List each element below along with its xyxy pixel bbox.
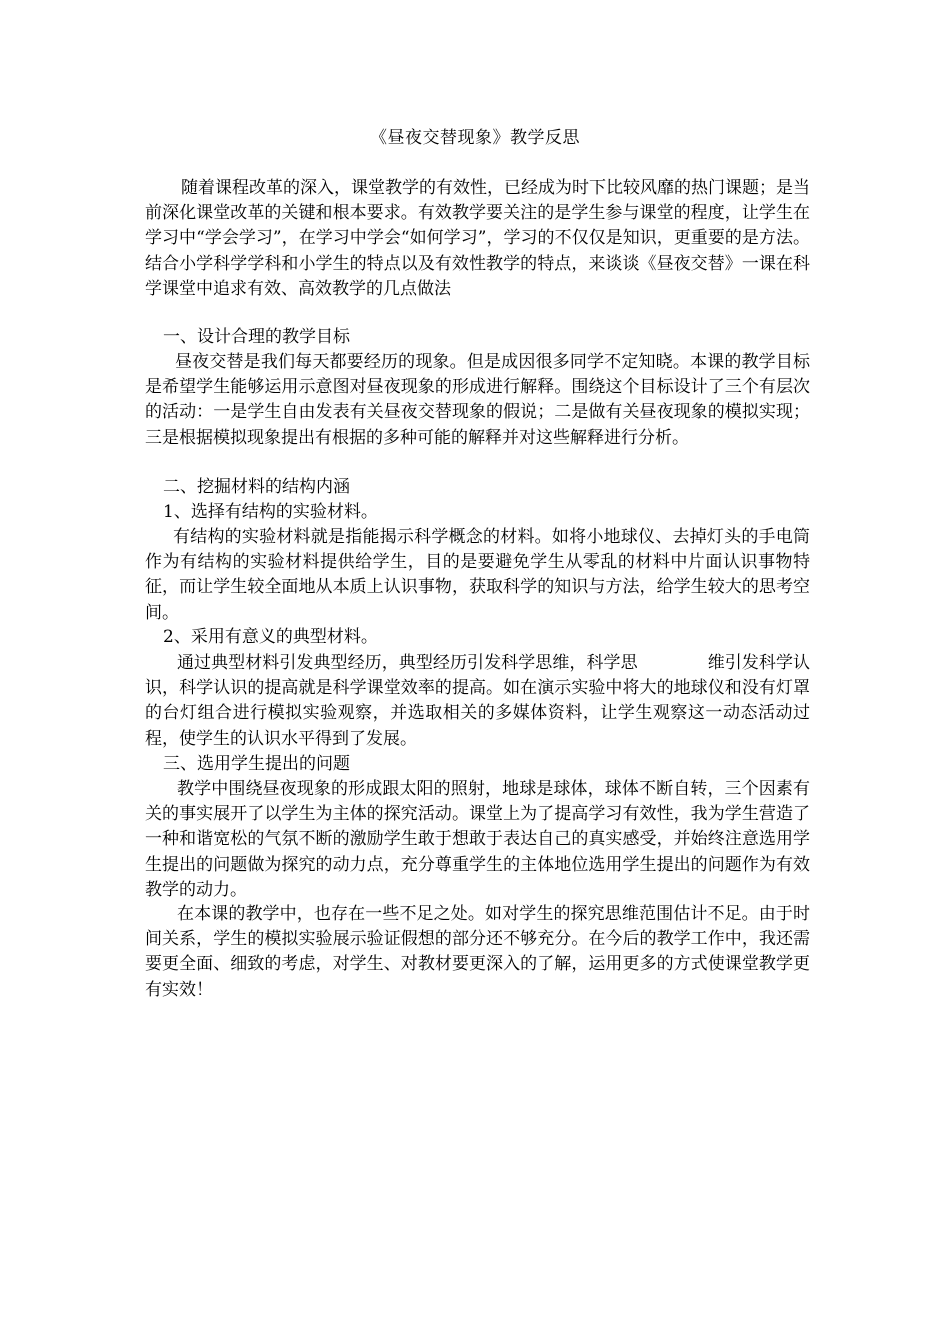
closing-paragraph: 在本课的教学中，也存在一些不足之处。如对学生的探究思维范围估计不足。由于时间关系，学生的模拟实验展示验证假想的部分还不够充分。在今后的教学工作中，我还需要更全面、细致的考虑，对学生、对教材要更深入的了解，运用更多的方式使课堂教学更有实效！ bbox=[145, 904, 810, 1000]
section-1-heading: 一、设计合理的教学目标 bbox=[163, 327, 350, 347]
subsection-1-heading: 1、选择有结构的实验材料。 bbox=[163, 502, 378, 522]
section-3-paragraph: 教学中围绕昼夜现象的形成跟太阳的照射，地球是球体，球体不断自转，三个因素有关的事实展开了以学生为主体的探究活动。课堂上为了提高学习有效性，我为学生营造了一种和谐宽松的气氛不断的激励学生敢于想敢于表达自己的真实感受，并始终注意选用学生提出的问题做为探究的动力点，充分尊重学生的主体地位选用学生提出的问题作为有效教学的动力。 bbox=[145, 779, 810, 900]
subsection-2-heading: 2、采用有意义的典型材料。 bbox=[163, 627, 378, 647]
section-3-heading: 三、选用学生提出的问题 bbox=[163, 754, 350, 774]
subsection-1-paragraph: 有结构的实验材料就是指能揭示科学概念的材料。如将小地球仪、去掉灯头的手电筒作为有结构的实验材料提供给学生，目的是要避免学生从零乱的材料中片面认识事物特征，而让学生较全面地从本质上认识事物，获取科学的知识与方法，给学生较大的思考空间。 bbox=[145, 527, 810, 623]
subsection-2-text-part-b: 维引发科学认识，科学认识的提高就是科学课堂效率的提高。如在演示实验中将大的地球仪和没有灯罩的台灯组合进行模拟实验观察，并选取相关的多媒体资料，让学生观察这一动态活动过程，使学生的认识水平得到了发展。 bbox=[145, 653, 811, 749]
section-2-heading: 二、挖掘材料的结构内涵 bbox=[163, 477, 350, 497]
intro-paragraph: 随着课程改革的深入，课堂教学的有效性，已经成为时下比较风靡的热门课题；是当前深化课堂改革的关键和根本要求。有效教学要关注的是学生参与课堂的程度，让学生在学习中“学会学习”，在学习中学会“如何学习”，学习的不仅仅是知识，更重要的是方法。结合小学科学学科和小学生的特点以及有效性教学的特点，来谈谈《昼夜交替》一课在科学课堂中追求有效、高效教学的几点做法 bbox=[145, 178, 810, 299]
subsection-2-paragraph bbox=[145, 651, 810, 752]
section-1-paragraph: 昼夜交替是我们每天都要经历的现象。但是成因很多同学不定知晓。本课的教学目标是希望学生能够运用示意图对昼夜现象的形成进行解释。围绕这个目标设计了三个有层次的活动：一是学生自由发表有关昼夜交替现象的假说；二是做有关昼夜现象的模拟实现；三是根据模拟现象提出有根据的多种可能的解释并对这些解释进行分析。 bbox=[145, 352, 810, 448]
subsection-2-text-part-a: 通过典型材料引发典型经历，典型经历引发科学思维，科学思 bbox=[177, 653, 638, 673]
document-title: 《昼夜交替现象》教学反思 bbox=[370, 128, 580, 148]
